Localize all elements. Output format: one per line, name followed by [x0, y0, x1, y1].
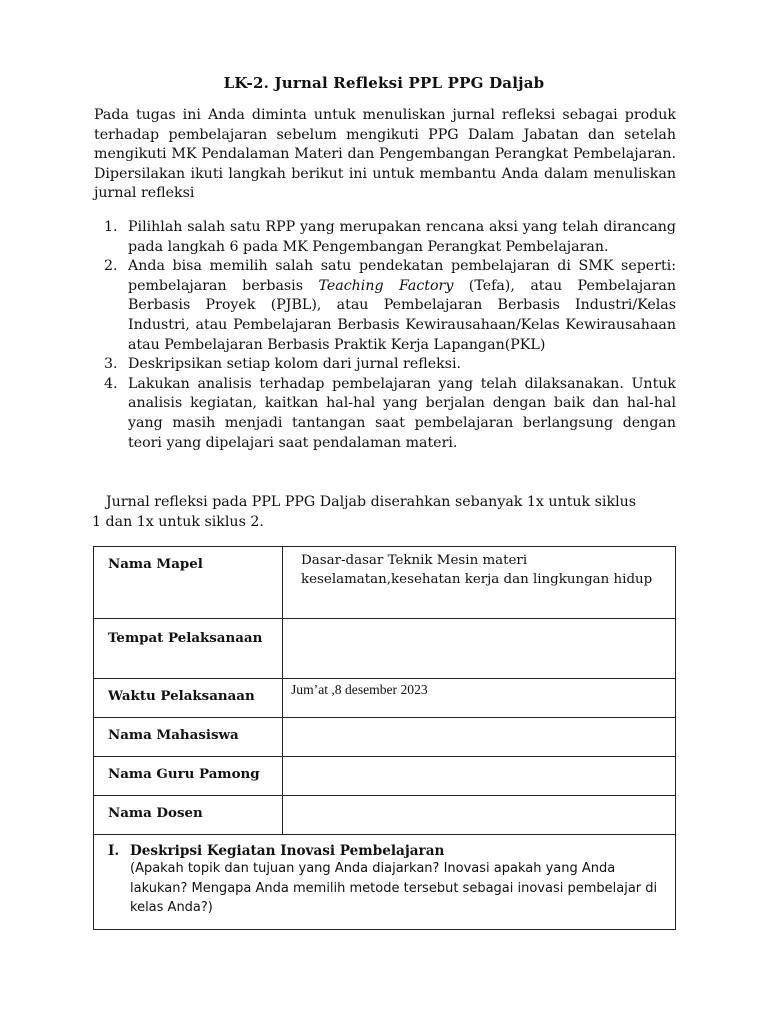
list-item: 1. Pilihlah salah satu RPP yang merupakan rencana aksi yang telah dirancang pada langkah 6 pada MK Pengembangan Perangkat Pembelajaran. [104, 219, 676, 255]
page-title: LK-2. Jurnal Refleksi PPL PPG Daljab [223, 74, 545, 92]
label-nama-mapel: Nama Mapel [94, 547, 283, 619]
table-row [94, 835, 676, 930]
closing-paragraph: Jurnal refleksi pada PPL PPG Daljab diserahkan sebanyak 1x untuk siklus 1 dan 1x untuk siklus 2. [92, 494, 637, 530]
list-item: 4. Lakukan analisis terhadap pembelajaran yang telah dilaksanakan. Untuk analisis kegiatan, kaitkan hal-hal yang berjalan dengan baik dan hal-hal yang masih menjadi tantangan saat pembelajaran berlangsung dengan teori yang dipelajari saat pendalaman materi. [104, 375, 676, 451]
list-item: 3. Deskripsikan setiap kolom dari jurnal refleksi. [104, 356, 462, 373]
value-nama-guru-pamong[interactable] [283, 757, 676, 796]
table-row [94, 547, 676, 619]
value-nama-dosen[interactable] [283, 796, 676, 835]
intro-paragraph: Pada tugas ini Anda diminta untuk menuliskan jurnal refleksi sebagai produk terhadap pembelajaran sebelum mengikuti PPG Dalam Jabatan dan setelah mengikuti MK Pendalaman Materi dan Pengembangan Perangkat Pembelajaran. Dipersilakan ikuti langkah berikut ini untuk membantu Anda dalam menuliskan jurnal refleksi [94, 107, 676, 202]
value-tempat-pelaksanaan[interactable] [283, 619, 676, 679]
label-nama-mahasiswa: Nama Mahasiswa [94, 718, 283, 757]
list-item: 2. Anda bisa memilih salah satu pendekatan pembelajaran di SMK seperti: pembelajaran berbasis Teaching Factory (Tefa), atau Pembelajaran Berbasis Proyek (PJBL), atau Pembelajaran Berbasis Industri/Kelas Industri, atau Pembelajaran Berbasis Kewirausahaan/Kelas Kewirausahaan atau Pembelajaran Berbasis Praktik Kerja Lapangan(PKL) [104, 258, 677, 353]
section-title: Deskripsi Kegiatan Inovasi Pembelajaran [130, 843, 445, 859]
section-deskripsi-kegiatan[interactable] [94, 835, 676, 930]
label-nama-guru-pamong: Nama Guru Pamong [94, 757, 283, 796]
table-row [94, 718, 676, 757]
steps-list [104, 218, 676, 453]
label-tempat-pelaksanaan: Tempat Pelaksanaan [94, 619, 283, 679]
section-number: I. [108, 843, 120, 859]
italic-term: Teaching Factory [318, 277, 454, 294]
journal-table [93, 546, 676, 930]
value-nama-mahasiswa[interactable] [283, 718, 676, 757]
value-nama-mapel[interactable]: Dasar-dasar Teknik Mesin materi keselamatan,kesehatan kerja dan lingkungan hidup [283, 547, 676, 619]
value-waktu-pelaksanaan[interactable]: Jum’at ,8 desember 2023 [283, 679, 676, 718]
table-row [94, 757, 676, 796]
table-row [94, 679, 676, 718]
label-waktu-pelaksanaan: Waktu Pelaksanaan [94, 679, 283, 718]
table-row [94, 619, 676, 679]
table-row [94, 796, 676, 835]
section-prompt: (Apakah topik dan tujuan yang Anda diajarkan? Inovasi apakah yang Anda lakukan? Mengapa Anda memilih metode tersebut sebagai inovasi pembelajar di kelas Anda?) [130, 861, 658, 915]
label-nama-dosen: Nama Dosen [94, 796, 283, 835]
